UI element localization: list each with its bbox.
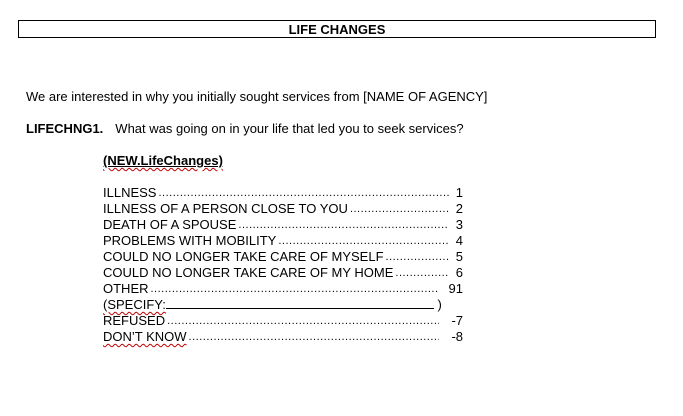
option-other [103,280,463,296]
option-code: 3 [455,217,463,232]
option-label: ILLNESS [103,185,157,200]
option-label: COULD NO LONGER TAKE CARE OF MY HOME [103,265,394,280]
option-death-of-spouse [103,216,463,232]
option-label: ILLNESS OF A PERSON CLOSE TO YOU [103,201,348,216]
option-code: 6 [455,265,463,280]
option-code: -7 [451,313,463,328]
option-label: PROBLEMS WITH MOBILITY [103,233,277,248]
option-label: DEATH OF A SPOUSE [103,217,237,232]
option-label: DON’T KNOW [103,329,187,344]
option-code: 5 [455,249,463,264]
intro-text: We are interested in why you initially sought services from [NAME OF AGENCY] [26,89,488,104]
response-options [103,184,463,344]
option-code: -8 [451,329,463,344]
option-refused [103,312,463,328]
dot-leader [189,331,439,344]
dot-leader [350,203,449,216]
question-text: What was going on in your life that led you to seek services? [115,121,464,136]
option-home-care [103,264,463,280]
dot-leader [158,187,449,200]
specify-suffix: ) [437,297,442,312]
option-code: 4 [455,233,463,248]
variable-name: (NEW.LifeChanges) [103,153,223,168]
option-label: REFUSED [103,313,166,328]
question [26,121,464,136]
option-code: 91 [448,281,463,296]
option-specify [103,296,463,312]
option-code: 1 [455,185,463,200]
option-label: COULD NO LONGER TAKE CARE OF MYSELF [103,249,384,264]
specify-prefix: (SPECIFY: [103,297,166,312]
dot-leader [395,267,449,280]
dot-leader [167,315,439,328]
dot-leader [386,251,449,264]
option-label: OTHER [103,281,149,296]
option-illness-close-person [103,200,463,216]
option-self-care [103,248,463,264]
question-id: LIFECHNG1. [26,121,104,136]
option-dont-know [103,328,463,344]
dot-leader [278,235,449,248]
section-title: LIFE CHANGES [18,20,656,38]
option-mobility [103,232,463,248]
dot-leader [151,283,440,296]
specify-line [166,296,434,309]
option-illness [103,184,463,200]
dot-leader [238,219,449,232]
option-code: 2 [455,201,463,216]
